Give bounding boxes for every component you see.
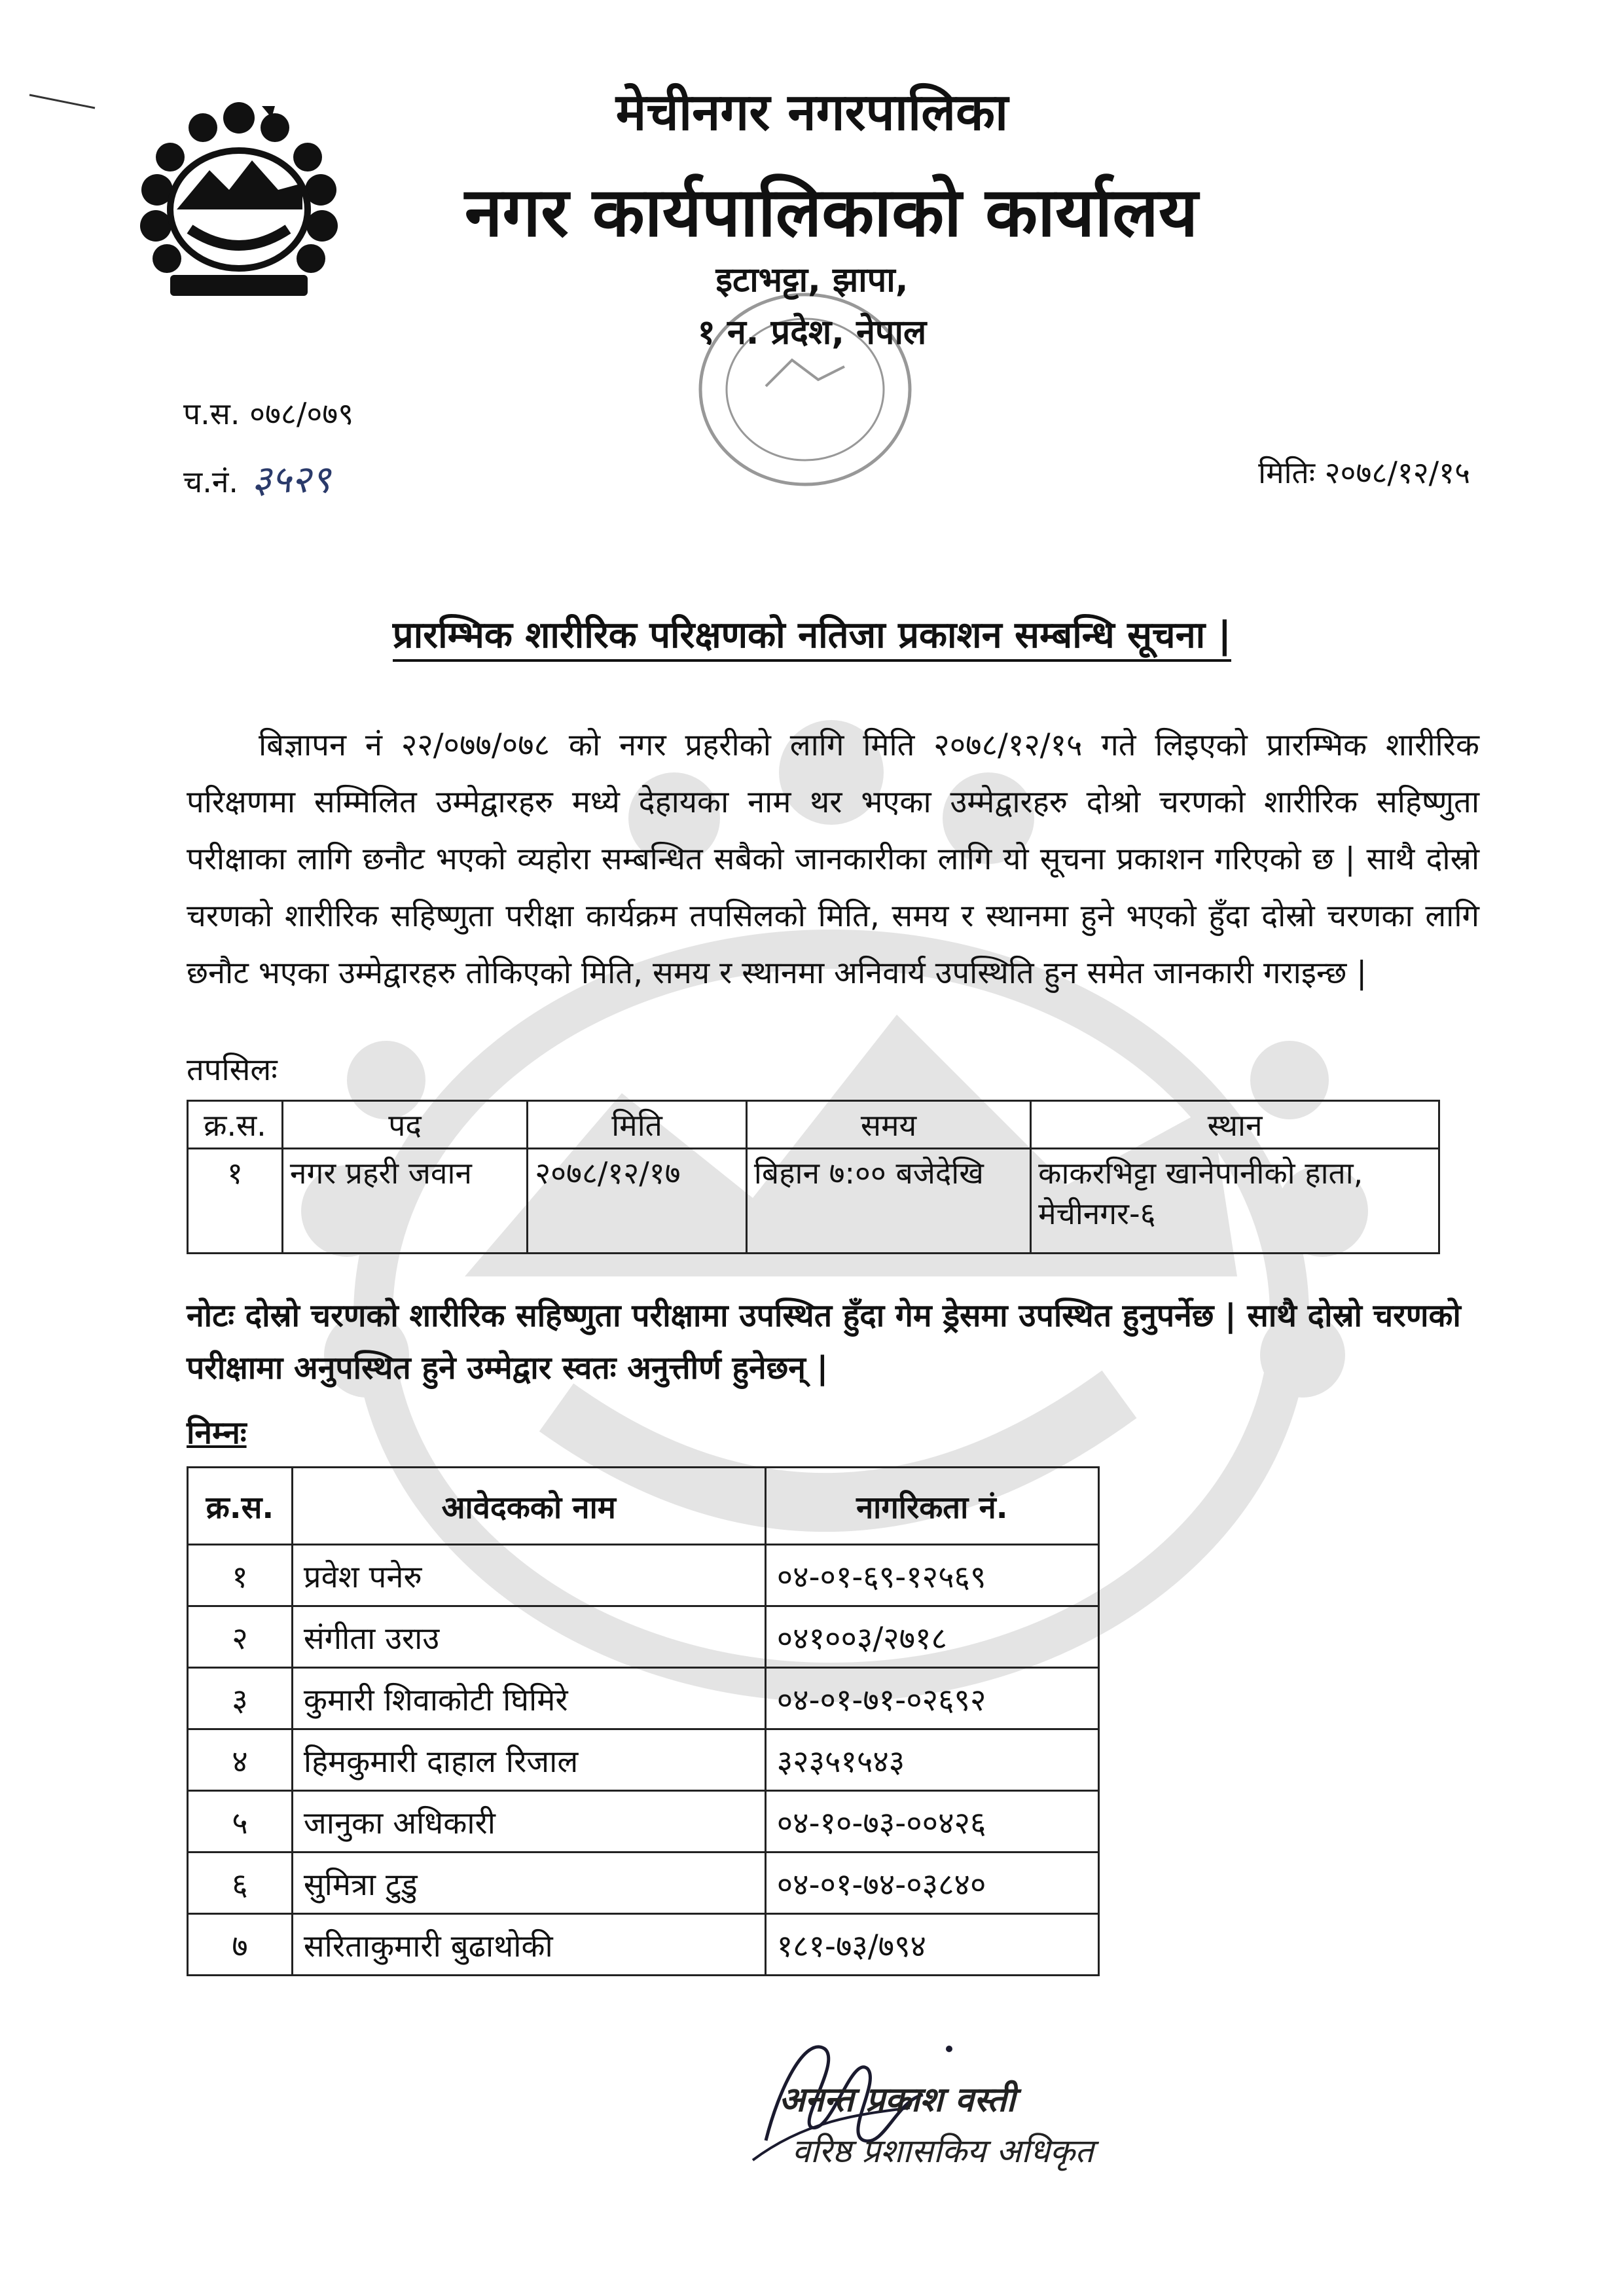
schedule-label: तपसिलः bbox=[187, 1052, 278, 1088]
candidate-name: प्रवेश पनेरु bbox=[292, 1545, 765, 1606]
office-name: नगर कार्यपालिकाको कार्यालय bbox=[464, 172, 1199, 252]
candidate-sn: ७ bbox=[188, 1914, 293, 1976]
candidate-sn: २ bbox=[188, 1606, 293, 1668]
candidates-header-citizenship: नागरिकता नं. bbox=[765, 1468, 1098, 1545]
letter-ps-number: प.स. ०७८/०७९ bbox=[183, 396, 354, 431]
candidate-sn: ३ bbox=[188, 1668, 293, 1729]
candidate-row bbox=[188, 1545, 1099, 1606]
schedule-date: २०७८/१२/१७ bbox=[528, 1149, 747, 1254]
schedule-sn: १ bbox=[188, 1149, 283, 1254]
candidate-citizenship-no: ०४-०१-७१-०२६९२ bbox=[765, 1668, 1098, 1729]
schedule-header-venue: स्थान bbox=[1031, 1101, 1439, 1149]
candidates-table bbox=[187, 1466, 1100, 1976]
schedule-header-sn: क्र.स. bbox=[188, 1101, 283, 1149]
candidate-row bbox=[188, 1914, 1099, 1976]
schedule-header-row bbox=[188, 1101, 1439, 1149]
candidates-header-sn: क्र.स. bbox=[188, 1468, 293, 1545]
notice-title: प्रारम्भिक शारीरिक परिक्षणको नतिजा प्रकाशन सम्बन्धि सूचना | bbox=[0, 609, 1624, 659]
candidate-citizenship-no: ०४-१०-७३-००४२६ bbox=[765, 1791, 1098, 1852]
candidate-sn: ४ bbox=[188, 1729, 293, 1791]
dispatch-number-label: च.नं. bbox=[183, 464, 238, 499]
candidate-citizenship-no: ३२३५१५४३ bbox=[765, 1729, 1098, 1791]
address-line-1: इटाभट्टा, झापा, bbox=[715, 261, 909, 300]
schedule-table bbox=[187, 1100, 1440, 1254]
address-line-2: १ न. प्रदेश, नेपाल bbox=[697, 313, 927, 352]
candidate-name: जानुका अधिकारी bbox=[292, 1791, 765, 1852]
candidate-citizenship-no: ०४१००३/२७१८ bbox=[765, 1606, 1098, 1668]
candidate-name: हिमकुमारी दाहाल रिजाल bbox=[292, 1729, 765, 1791]
candidate-row bbox=[188, 1668, 1099, 1729]
candidate-sn: १ bbox=[188, 1545, 293, 1606]
candidate-row bbox=[188, 1791, 1099, 1852]
candidate-row bbox=[188, 1852, 1099, 1914]
candidates-label: निम्नः bbox=[187, 1415, 247, 1451]
candidate-name: कुमारी शिवाकोटी घिमिरे bbox=[292, 1668, 765, 1729]
schedule-time: बिहान ७:०० बजेदेखि bbox=[746, 1149, 1030, 1254]
candidate-citizenship-no: १८१-७३/७९४ bbox=[765, 1914, 1098, 1976]
candidate-name: सरिताकुमारी बुढाथोकी bbox=[292, 1914, 765, 1976]
candidate-citizenship-no: ०४-०१-७४-०३८४० bbox=[765, 1852, 1098, 1914]
signatory-title: वरिष्ठ प्रशासकिय अधिकृत bbox=[792, 2132, 1094, 2170]
candidates-header-row bbox=[188, 1468, 1099, 1545]
exam-note: नोटः दोस्रो चरणको शारीरिक सहिष्णुता परीक्षामा उपस्थित हुँदा गेम ड्रेसमा उपस्थित हुनुपर्नेछ | साथै दोस्रो चरणको परीक्षामा अनुपस्थित हुने उम्मेद्वार स्वतः अनुत्तीर्ण हुनेछन् | bbox=[187, 1297, 1461, 1386]
schedule-header-date: मिति bbox=[528, 1101, 747, 1149]
dispatch-number-handwritten: ३५२९ bbox=[251, 457, 331, 501]
notice-body: बिज्ञापन नं २२/०७७/०७८ को नगर प्रहरीको लागि मिति २०७८/१२/१५ गते लिइएको प्रारम्भिक शारीरिक परिक्षणमा सम्मिलित उम्मेद्वारहरु मध्ये देहायका नाम थर भएका उम्मेद्वारहरु दोश्रो चरणको शारीरिक सहिष्णुता परीक्षाका लागि छनौट भएको व्यहोरा सम्बन्धित सबैको जानकारीका लागि यो सूचना प्रकाशन गरिएको छ | साथै दोस्रो चरणको शारीरिक सहिष्णुता परीक्षा कार्यक्रम तपसिलको मिति, समय र स्थानमा हुने भएको हुँदा दोस्रो चरणका लागि छनौट भएका उम्मेद्वारहरु तोकिएको मिति, समय र स्थानमा अनिवार्य उपस्थिति हुन समेत जानकारी गराइन्छ | bbox=[187, 727, 1479, 991]
candidate-name: संगीता उराउ bbox=[292, 1606, 765, 1668]
candidate-sn: ५ bbox=[188, 1791, 293, 1852]
candidate-row bbox=[188, 1729, 1099, 1791]
municipality-name: मेचीनगर नगरपालिका bbox=[615, 83, 1009, 142]
candidate-row bbox=[188, 1606, 1099, 1668]
letter-date: मितिः २०७८/१२/१५ bbox=[1258, 455, 1470, 490]
schedule-venue: काकरभिट्टा खानेपानीको हाता, मेचीनगर-६ bbox=[1031, 1149, 1439, 1254]
candidates-header-name: आवेदकको नाम bbox=[292, 1468, 765, 1545]
schedule-header-time: समय bbox=[746, 1101, 1030, 1149]
dispatch-number bbox=[183, 452, 331, 503]
schedule-header-post: पद bbox=[282, 1101, 527, 1149]
schedule-row bbox=[188, 1149, 1439, 1254]
candidate-citizenship-no: ०४-०१-६९-१२५६९ bbox=[765, 1545, 1098, 1606]
candidate-name: सुमित्रा टुडु bbox=[292, 1852, 765, 1914]
signatory-name: अनन्त प्रकाश वस्ती bbox=[779, 2080, 1016, 2120]
candidate-sn: ६ bbox=[188, 1852, 293, 1914]
schedule-post: नगर प्रहरी जवान bbox=[282, 1149, 527, 1254]
